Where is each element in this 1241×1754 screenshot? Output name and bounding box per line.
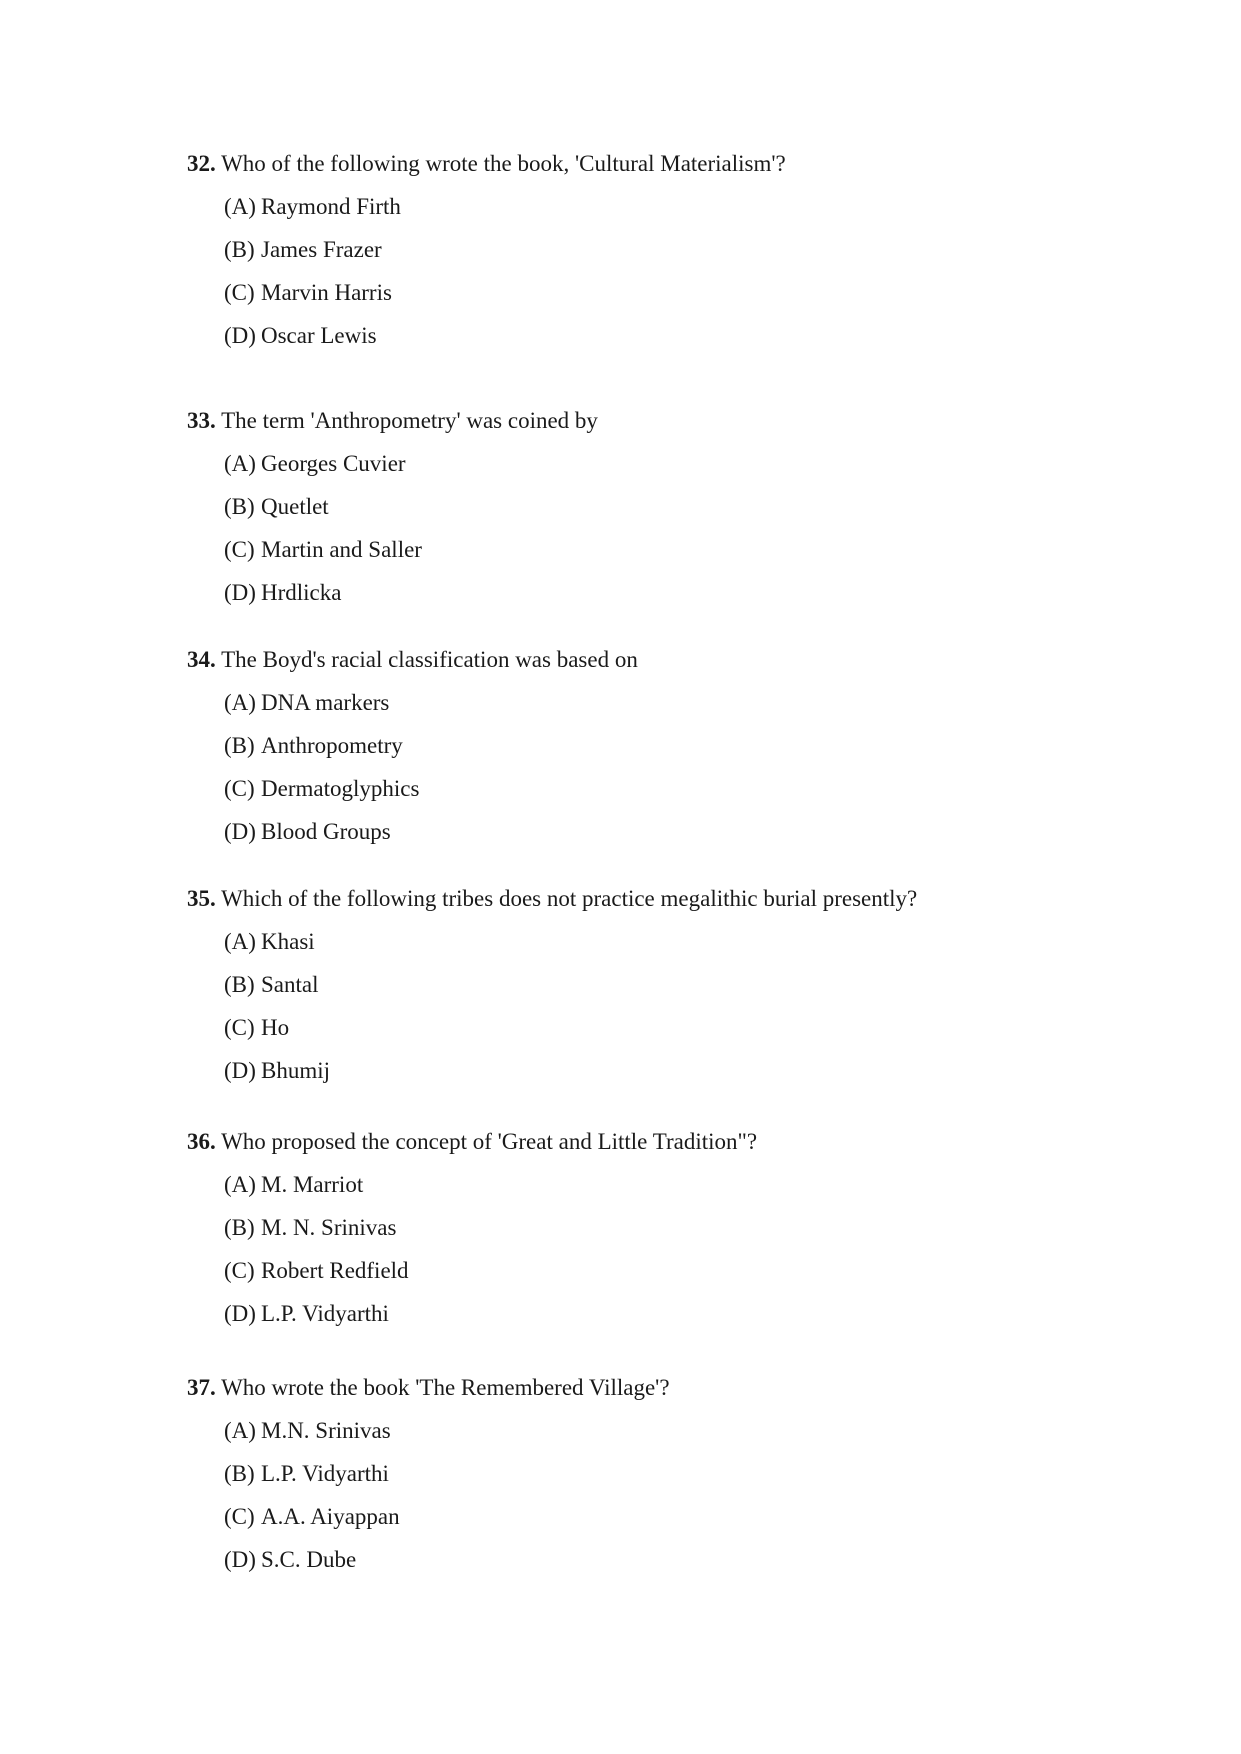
option-letter: (B) — [224, 1215, 255, 1240]
option-letter: (C) — [224, 1504, 255, 1529]
question-35 — [187, 885, 1187, 1085]
question-32 — [187, 150, 1187, 350]
option-letter: (A) — [224, 1418, 256, 1443]
option-d — [224, 1057, 1187, 1085]
question-stem — [187, 885, 1187, 913]
option-a — [224, 1171, 1187, 1199]
question-number: 37. — [187, 1375, 216, 1400]
option-b — [224, 1460, 1187, 1488]
option-b — [224, 1214, 1187, 1242]
question-number: 34. — [187, 647, 216, 672]
option-text: Dermatoglyphics — [261, 776, 420, 801]
option-letter: (D) — [224, 1058, 256, 1083]
option-text: Hrdlicka — [261, 580, 342, 605]
question-number: 35. — [187, 886, 216, 911]
question-number: 36. — [187, 1129, 216, 1154]
option-letter: (D) — [224, 1547, 256, 1572]
question-stem — [187, 646, 1187, 674]
option-letter: (D) — [224, 819, 256, 844]
option-list — [187, 1417, 1187, 1574]
option-text: Santal — [261, 972, 319, 997]
option-letter: (A) — [224, 690, 256, 715]
option-a — [224, 928, 1187, 956]
option-letter: (C) — [224, 776, 255, 801]
option-text: Khasi — [261, 929, 315, 954]
question-36 — [187, 1128, 1187, 1328]
option-text: Raymond Firth — [261, 194, 401, 219]
option-b — [224, 236, 1187, 264]
question-number: 32. — [187, 151, 216, 176]
option-text: Georges Cuvier — [261, 451, 406, 476]
option-b — [224, 493, 1187, 521]
option-letter: (C) — [224, 1015, 255, 1040]
option-text: DNA markers — [261, 690, 390, 715]
option-letter: (C) — [224, 280, 255, 305]
option-text: Marvin Harris — [261, 280, 392, 305]
option-letter: (A) — [224, 194, 256, 219]
option-text: Robert Redfield — [261, 1258, 409, 1283]
question-text: Who of the following wrote the book, 'Cultural Materialism'? — [221, 151, 786, 176]
question-stem — [187, 150, 1187, 178]
option-d — [224, 818, 1187, 846]
option-d — [224, 579, 1187, 607]
option-letter: (B) — [224, 972, 255, 997]
option-text: M. N. Srinivas — [261, 1215, 397, 1240]
option-d — [224, 322, 1187, 350]
option-c — [224, 1503, 1187, 1531]
option-text: A.A. Aiyappan — [261, 1504, 400, 1529]
option-text: Martin and Saller — [261, 537, 422, 562]
option-a — [224, 1417, 1187, 1445]
option-text: L.P. Vidyarthi — [261, 1461, 389, 1486]
option-c — [224, 536, 1187, 564]
question-stem — [187, 1374, 1187, 1402]
option-a — [224, 193, 1187, 221]
option-letter: (D) — [224, 580, 256, 605]
option-list — [187, 689, 1187, 846]
option-text: M. Marriot — [261, 1172, 364, 1197]
option-letter: (B) — [224, 733, 255, 758]
question-37 — [187, 1374, 1187, 1574]
option-a — [224, 450, 1187, 478]
option-letter: (C) — [224, 537, 255, 562]
question-text: The term 'Anthropometry' was coined by — [221, 408, 598, 433]
option-letter: (B) — [224, 494, 255, 519]
option-c — [224, 1014, 1187, 1042]
option-letter: (D) — [224, 323, 256, 348]
option-text: James Frazer — [261, 237, 382, 262]
question-stem — [187, 1128, 1187, 1156]
question-text: Which of the following tribes does not practice megalithic burial presently? — [221, 886, 918, 911]
option-list — [187, 450, 1187, 607]
option-letter: (B) — [224, 1461, 255, 1486]
option-text: L.P. Vidyarthi — [261, 1301, 389, 1326]
option-text: S.C. Dube — [261, 1547, 357, 1572]
option-list — [187, 193, 1187, 350]
option-d — [224, 1546, 1187, 1574]
option-b — [224, 732, 1187, 760]
option-text: Anthropometry — [261, 733, 403, 758]
option-letter: (A) — [224, 451, 256, 476]
option-text: Oscar Lewis — [261, 323, 377, 348]
option-c — [224, 279, 1187, 307]
option-a — [224, 689, 1187, 717]
question-number: 33. — [187, 408, 216, 433]
option-letter: (C) — [224, 1258, 255, 1283]
question-text: Who proposed the concept of 'Great and Little Tradition"? — [221, 1129, 758, 1154]
option-b — [224, 971, 1187, 999]
option-list — [187, 1171, 1187, 1328]
option-list — [187, 928, 1187, 1085]
option-text: M.N. Srinivas — [261, 1418, 391, 1443]
question-34 — [187, 646, 1187, 846]
option-letter: (B) — [224, 237, 255, 262]
option-text: Ho — [261, 1015, 290, 1040]
option-c — [224, 775, 1187, 803]
option-text: Bhumij — [261, 1058, 331, 1083]
question-text: Who wrote the book 'The Remembered Village'? — [221, 1375, 670, 1400]
option-letter: (A) — [224, 1172, 256, 1197]
option-c — [224, 1257, 1187, 1285]
option-text: Blood Groups — [261, 819, 391, 844]
option-text: Quetlet — [261, 494, 329, 519]
question-stem — [187, 407, 1187, 435]
question-text: The Boyd's racial classification was based on — [221, 647, 638, 672]
option-letter: (D) — [224, 1301, 256, 1326]
option-letter: (A) — [224, 929, 256, 954]
question-33 — [187, 407, 1187, 607]
option-d — [224, 1300, 1187, 1328]
